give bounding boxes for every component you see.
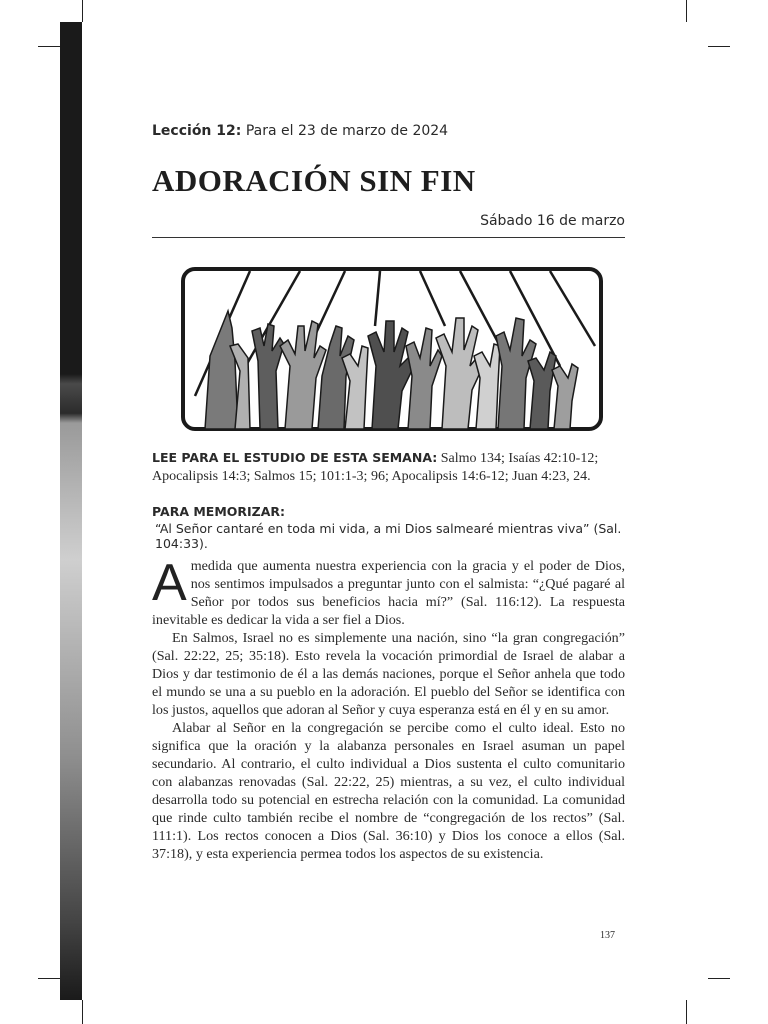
reading-label: LEE PARA EL ESTUDIO DE ESTA SEMANA: bbox=[152, 450, 438, 465]
day-date: Sábado 16 de marzo bbox=[480, 213, 625, 229]
divider bbox=[152, 237, 625, 238]
crop-mark bbox=[82, 0, 83, 22]
book-binding-edge bbox=[60, 22, 82, 1000]
lesson-body bbox=[152, 554, 625, 863]
crop-mark bbox=[686, 1000, 687, 1024]
paragraph: En Salmos, Israel no es simplemente una nación, sino “la gran congregación” (Sal. 22:22, 25; 35:18). Esto revela la vocación primordial de Israel de alabar a Dios y dar testimonio de él a las demás naciones, porque el Señor anhela que todo el mundo se una a su pueblo en la adoración. El pueblo del Señor se identifica con los justos, aquellos que adoran al Señor y cuya esperanza está en él y en su amor. bbox=[152, 630, 625, 718]
lesson-label: Lección 12: bbox=[152, 123, 242, 139]
page-number: 137 bbox=[600, 930, 615, 941]
crop-mark bbox=[708, 978, 730, 979]
lesson-line bbox=[152, 123, 625, 139]
drop-cap: A bbox=[152, 554, 187, 612]
crop-mark bbox=[38, 978, 60, 979]
paragraph-text: medida que aumenta nuestra experiencia con la gracia y el poder de Dios, nos sentimos impulsados a preguntar junto con el salmista: “¿Qué pagaré al Señor por todos sus beneficios hacia mí?” (Sal. 116:12). La respuesta inevitable es dedicar la vida a ser fiel a Dios. bbox=[152, 558, 625, 628]
crop-mark bbox=[686, 0, 687, 22]
crop-mark bbox=[38, 46, 60, 47]
paragraph bbox=[152, 554, 625, 629]
raised-hands-illustration bbox=[180, 266, 604, 432]
crop-mark bbox=[82, 1000, 83, 1024]
memorize-label: PARA MEMORIZAR: bbox=[152, 504, 286, 519]
reading-refs: Salmo 134; Isaías 42:10-12; Apocalipsis 14:3; Salmos 15; 101:1-3; 96; Apocalipsis 14:6-12; Juan 4:23, 24. bbox=[152, 451, 599, 484]
crop-mark bbox=[708, 46, 730, 47]
weekly-reading bbox=[152, 449, 625, 486]
paragraph: Alabar al Señor en la congregación se percibe como el culto ideal. Esto no significa que la oración y la alabanza personales en Israel asuman un papel secundario. Al contrario, el culto individual a Dios sustenta el culto comunitario con alabanzas renovadas (Sal. 22:22, 25) mientras, a su vez, el culto individual desarrolla todo su potencial en estrecha relación con la comunidad. La comunidad que rinde culto también recibe el nombre de “congregación de los rectos” (Sal. 111:1). Los rectos conocen a Dios (Sal. 36:10) y Dios los conoce a ellos (Sal. 37:18), y esta experiencia permea todos los aspectos de su existencia. bbox=[152, 720, 625, 862]
page-title: ADORACIÓN SIN FIN bbox=[152, 163, 476, 198]
lesson-date: Para el 23 de marzo de 2024 bbox=[245, 123, 449, 139]
memory-verse: “Al Señor cantaré en toda mi vida, a mi Dios salmearé mientras viva” (Sal. 104:33). bbox=[155, 521, 622, 551]
